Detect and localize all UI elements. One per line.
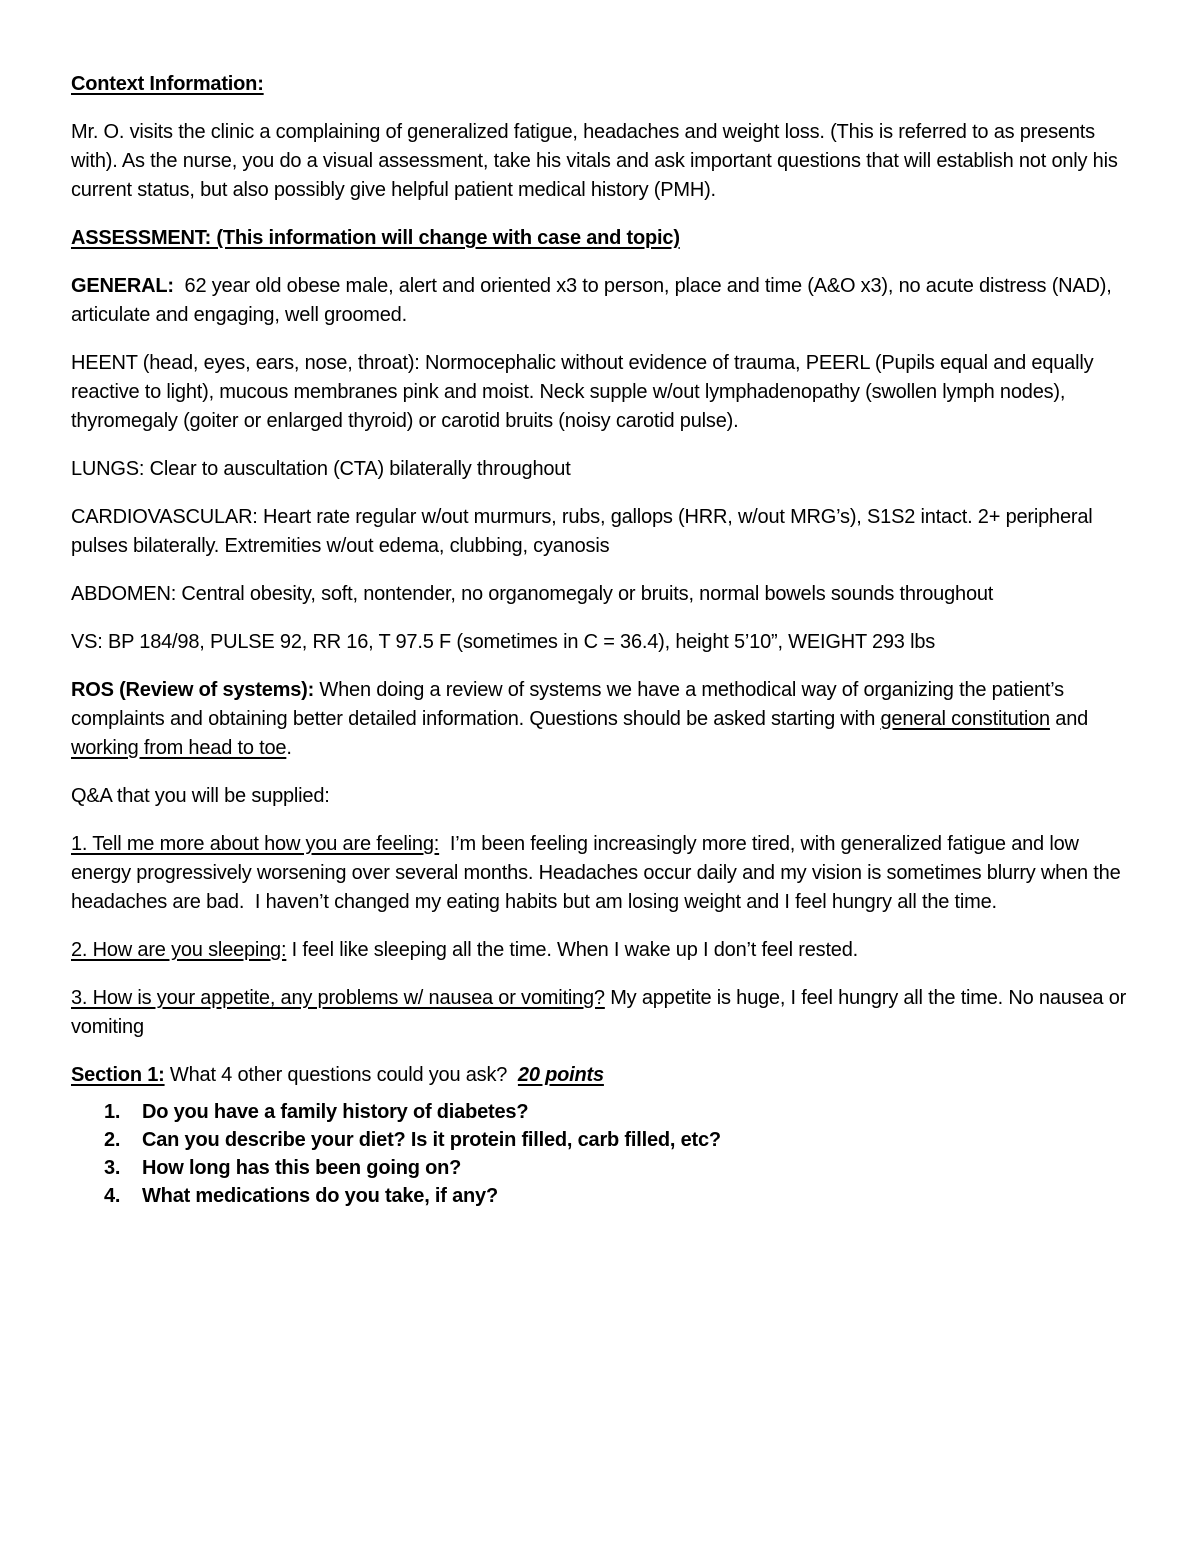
context-heading xyxy=(71,70,1141,99)
general-text: 62 year old obese male, alert and oriented x3 to person, place and time (A&O x3), no acute distress (NAD), articulate and engaging, well groomed. xyxy=(71,275,1117,326)
qa-item-2 xyxy=(71,936,1141,965)
ros-text-b: and xyxy=(1049,708,1089,730)
ros-label: ROS (Review of systems): xyxy=(71,679,315,701)
qa-item-3 xyxy=(71,984,1141,1042)
list-item xyxy=(71,1098,1141,1126)
qa-question-1: 1. Tell me more about how you are feeling: xyxy=(71,833,440,855)
assessment-heading xyxy=(71,224,1141,253)
ros-general-constitution: general constitution xyxy=(880,708,1050,730)
section1-text: What 4 other questions could you ask? xyxy=(164,1064,518,1086)
qa-answer-2: I feel like sleeping all the time. When I wake up I don’t feel rested. xyxy=(286,939,858,961)
list-item xyxy=(71,1182,1141,1210)
qa-answer-3: My appetite is huge, I feel hungry all the time. No nausea or vomiting xyxy=(71,987,1127,1038)
section1-heading xyxy=(71,1061,1141,1090)
context-heading-text: Context Information: xyxy=(71,73,264,95)
section1-points: 20 points xyxy=(517,1064,604,1086)
qa-intro: Q&A that you will be supplied: xyxy=(71,785,330,807)
list-item-text: How long has this been going on? xyxy=(142,1157,462,1179)
heent-paragraph: HEENT (head, eyes, ears, nose, throat): Normocephalic without evidence of trauma, PEERL (Pupils equal and equally reactive to light), mucous membranes pink and moist. Neck supple w/out lymphadenopathy (swollen lymph nodes), thyromegaly (goiter or enlarged thyroid) or carotid bruits (noisy carotid pulse). xyxy=(71,352,1094,432)
qa-answer-1: I’m been feeling increasingly more tired, with generalized fatigue and low energy progressively worsening over several months. Headaches occur daily and my vision is sometimes blurry when the headaches are bad. I haven’t changed my eating habits but am losing weight and I feel hungry all the time. xyxy=(71,833,1126,913)
abdomen-paragraph: ABDOMEN: Central obesity, soft, nontender, no organomegaly or bruits, normal bowels sounds throughout xyxy=(71,583,994,605)
ros-head-to-toe: working from head to toe xyxy=(71,737,287,759)
list-item-number: 4. xyxy=(104,1185,121,1207)
ros-text-c: . xyxy=(286,737,292,759)
list-item xyxy=(71,1126,1141,1154)
list-item-text: Do you have a family history of diabetes? xyxy=(142,1101,529,1123)
general-paragraph xyxy=(71,272,1141,330)
list-item xyxy=(71,1154,1141,1182)
context-body: Mr. O. visits the clinic a complaining of generalized fatigue, headaches and weight loss. (This is referred to as presents with). As the nurse, you do a visual assessment, take his vitals and ask important questions that will establish not only his current status, but also possibly give helpful patient medical history (PMH). xyxy=(71,121,1118,201)
qa-question-3: 3. How is your appetite, any problems w/ nausea or vomiting? xyxy=(71,987,605,1009)
general-label: GENERAL: xyxy=(71,275,174,297)
document-page xyxy=(71,70,1141,1210)
list-item-text: What medications do you take, if any? xyxy=(142,1185,498,1207)
ros-text-a: When doing a review of systems we have a methodical way of organizing the patient’s complaints and obtaining better detailed information. Questions should be asked starting with xyxy=(71,679,1064,730)
list-item-number: 1. xyxy=(104,1101,121,1123)
list-item-number: 3. xyxy=(104,1157,121,1179)
qa-question-2: 2. How are you sleeping: xyxy=(71,939,287,961)
qa-item-1 xyxy=(71,830,1141,917)
list-item-number: 2. xyxy=(104,1129,121,1151)
ros-paragraph xyxy=(71,676,1141,763)
vital-signs-paragraph: VS: BP 184/98, PULSE 92, RR 16, T 97.5 F (sometimes in C = 36.4), height 5’10”, WEIGHT 293 lbs xyxy=(71,631,936,653)
cardiovascular-paragraph: CARDIOVASCULAR: Heart rate regular w/out murmurs, rubs, gallops (HRR, w/out MRG’s), S1S2 intact. 2+ peripheral pulses bilaterally. Extremities w/out edema, clubbing, cyanosis xyxy=(71,506,1093,557)
assessment-heading-text: ASSESSMENT: (This information will change with case and topic) xyxy=(71,227,680,249)
list-item-text: Can you describe your diet? Is it protein filled, carb filled, etc? xyxy=(142,1129,721,1151)
section1-question-list xyxy=(71,1098,1141,1210)
section1-label: Section 1: xyxy=(71,1064,165,1086)
lungs-paragraph: LUNGS: Clear to auscultation (CTA) bilaterally throughout xyxy=(71,458,571,480)
